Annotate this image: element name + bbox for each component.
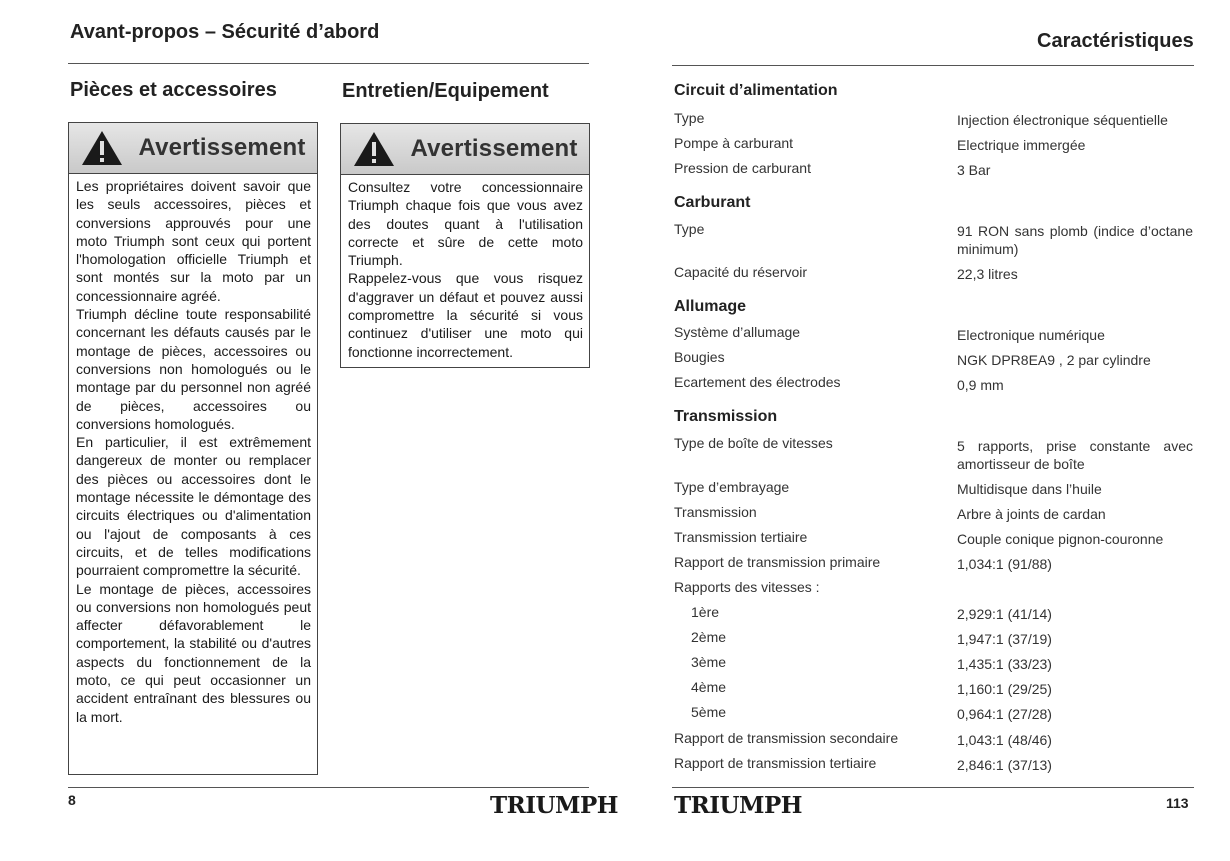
warning-text-maintenance [348, 178, 583, 361]
right-header-rule [672, 65, 1194, 66]
warning-paragraph: Le montage de pièces, accessoires ou conversions non homologués peut affecter défavorablement le comportement, la stabilité ou d'autres aspects du fonctionnement de la moto, ce qui peut occasionner un accident entraînant des blessures ou la mort. [76, 580, 311, 725]
spec-group-title: Carburant [674, 194, 751, 211]
spec-value: 22,3 litres [957, 266, 1018, 282]
spec-value: 1,435:1 (33/23) [957, 656, 1052, 672]
spec-group-title: Circuit d’alimentation [674, 82, 838, 99]
spec-value: NGK DPR8EA9 , 2 par cylindre [957, 352, 1151, 368]
spec-value: 1,947:1 (37/19) [957, 631, 1052, 647]
warning-header [69, 123, 317, 174]
warning-box-maintenance [340, 123, 590, 368]
warning-triangle-icon [80, 129, 124, 167]
spec-value: 5 rapports, prise constante avec amortisseur de boîte [957, 438, 1193, 472]
spec-value: Arbre à joints de cardan [957, 506, 1106, 522]
spec-label: 1ère [691, 604, 720, 620]
spec-label: Type d’embrayage [674, 479, 790, 495]
left-footer-rule [68, 787, 589, 788]
spec-label: Ecartement des électrodes [674, 374, 841, 390]
section-title-maintenance: Entretien/Equipement [342, 80, 549, 102]
spec-label: Pression de carburant [674, 160, 811, 176]
warning-paragraph: En particulier, il est extrêmement dangereux de monter ou remplacer des pièces ou accessoires dont le montage nécessite le démontage des circuits électriques ou d'alimentation ou l'ajout de composants à ces circuits, et de telles modifications pourraient compromettre la sécurité. [76, 434, 311, 579]
warning-label: Avertissement [138, 134, 306, 161]
spec-label: Type [674, 221, 705, 237]
right-page-number: 113 [1166, 795, 1189, 811]
warning-label: Avertissement [410, 135, 578, 162]
warning-box-parts [68, 122, 318, 775]
left-page-number: 8 [68, 792, 76, 808]
spec-label: Transmission tertiaire [674, 529, 808, 545]
spec-label: Type de boîte de vitesses [674, 435, 833, 451]
spec-value: 1,043:1 (48/46) [957, 732, 1052, 748]
spec-value: 0,964:1 (27/28) [957, 706, 1052, 722]
spec-value: Electronique numérique [957, 327, 1105, 343]
section-title-parts: Pièces et accessoires [70, 79, 277, 101]
warning-paragraph: Rappelez-vous que vous risquez d'aggraver un défaut et pouvez aussi compromettre la sécurité si vous continuez d'utiliser une moto qui fonctionne incorrectement. [348, 270, 583, 360]
spec-label: Rapport de transmission secondaire [674, 730, 899, 746]
spec-value: 1,034:1 (91/88) [957, 556, 1052, 572]
spec-label: Transmission [674, 504, 757, 520]
warning-paragraph: Les propriétaires doivent savoir que les seuls accessoires, pièces et conversions approuvés pour une moto Triumph sont ceux qui portent l'homologation officielle Triumph et sont montés sur la moto par un concessionnaire agréé. [76, 178, 311, 304]
spec-label: 5ème [691, 704, 727, 720]
spec-label: Capacité du réservoir [674, 264, 808, 280]
spec-label: Type [674, 110, 705, 126]
left-page-title: Avant-propos – Sécurité d’abord [70, 21, 380, 43]
spec-label: Bougies [674, 349, 725, 365]
spec-value: 1,160:1 (29/25) [957, 681, 1052, 697]
spec-value: Multidisque dans l’huile [957, 481, 1102, 497]
spec-value: 2,929:1 (41/14) [957, 606, 1052, 622]
spec-label: Rapport de transmission tertiaire [674, 755, 877, 771]
spec-label: 3ème [691, 654, 727, 670]
left-header-rule [68, 63, 589, 64]
right-footer-rule [672, 787, 1194, 788]
right-page-title: Caractéristiques [1037, 30, 1194, 52]
warning-header [341, 124, 589, 175]
spec-label: Rapports des vitesses : [674, 579, 820, 595]
spec-label: Système d’allumage [674, 324, 801, 340]
spec-label: Pompe à carburant [674, 135, 794, 151]
warning-paragraph: Consultez votre concessionnaire Triumph chaque fois que vous avez des doutes quant à l'utilisation correcte et sûre de cette moto Triumph. [348, 179, 583, 269]
warning-paragraph: Triumph décline toute responsabilité concernant les défauts causés par le montage de pièces, accessoires ou conversions non homologués ou le montage par du personnel non agréé de pièces, accessoires ou conversions homologués. [76, 306, 311, 432]
warning-triangle-icon [352, 130, 396, 168]
warning-text-parts [76, 177, 311, 726]
spec-value: 3 Bar [957, 162, 991, 178]
triumph-logo: TRIUMPH [674, 792, 803, 819]
spec-group-title: Transmission [674, 408, 778, 425]
triumph-logo: TRIUMPH [490, 792, 619, 819]
spec-value: Couple conique pignon-couronne [957, 531, 1164, 547]
spec-value: Electrique immergée [957, 137, 1086, 153]
spec-group-title: Allumage [674, 298, 747, 315]
spec-value: 91 RON sans plomb (indice d’octane minimum) [957, 223, 1193, 257]
spec-label: 2ème [691, 629, 727, 645]
spec-value: 0,9 mm [957, 377, 1004, 393]
spec-label: 4ème [691, 679, 727, 695]
spec-value: Injection électronique séquentielle [957, 112, 1168, 128]
spec-value: 2,846:1 (37/13) [957, 757, 1052, 773]
spec-label: Rapport de transmission primaire [674, 554, 881, 570]
